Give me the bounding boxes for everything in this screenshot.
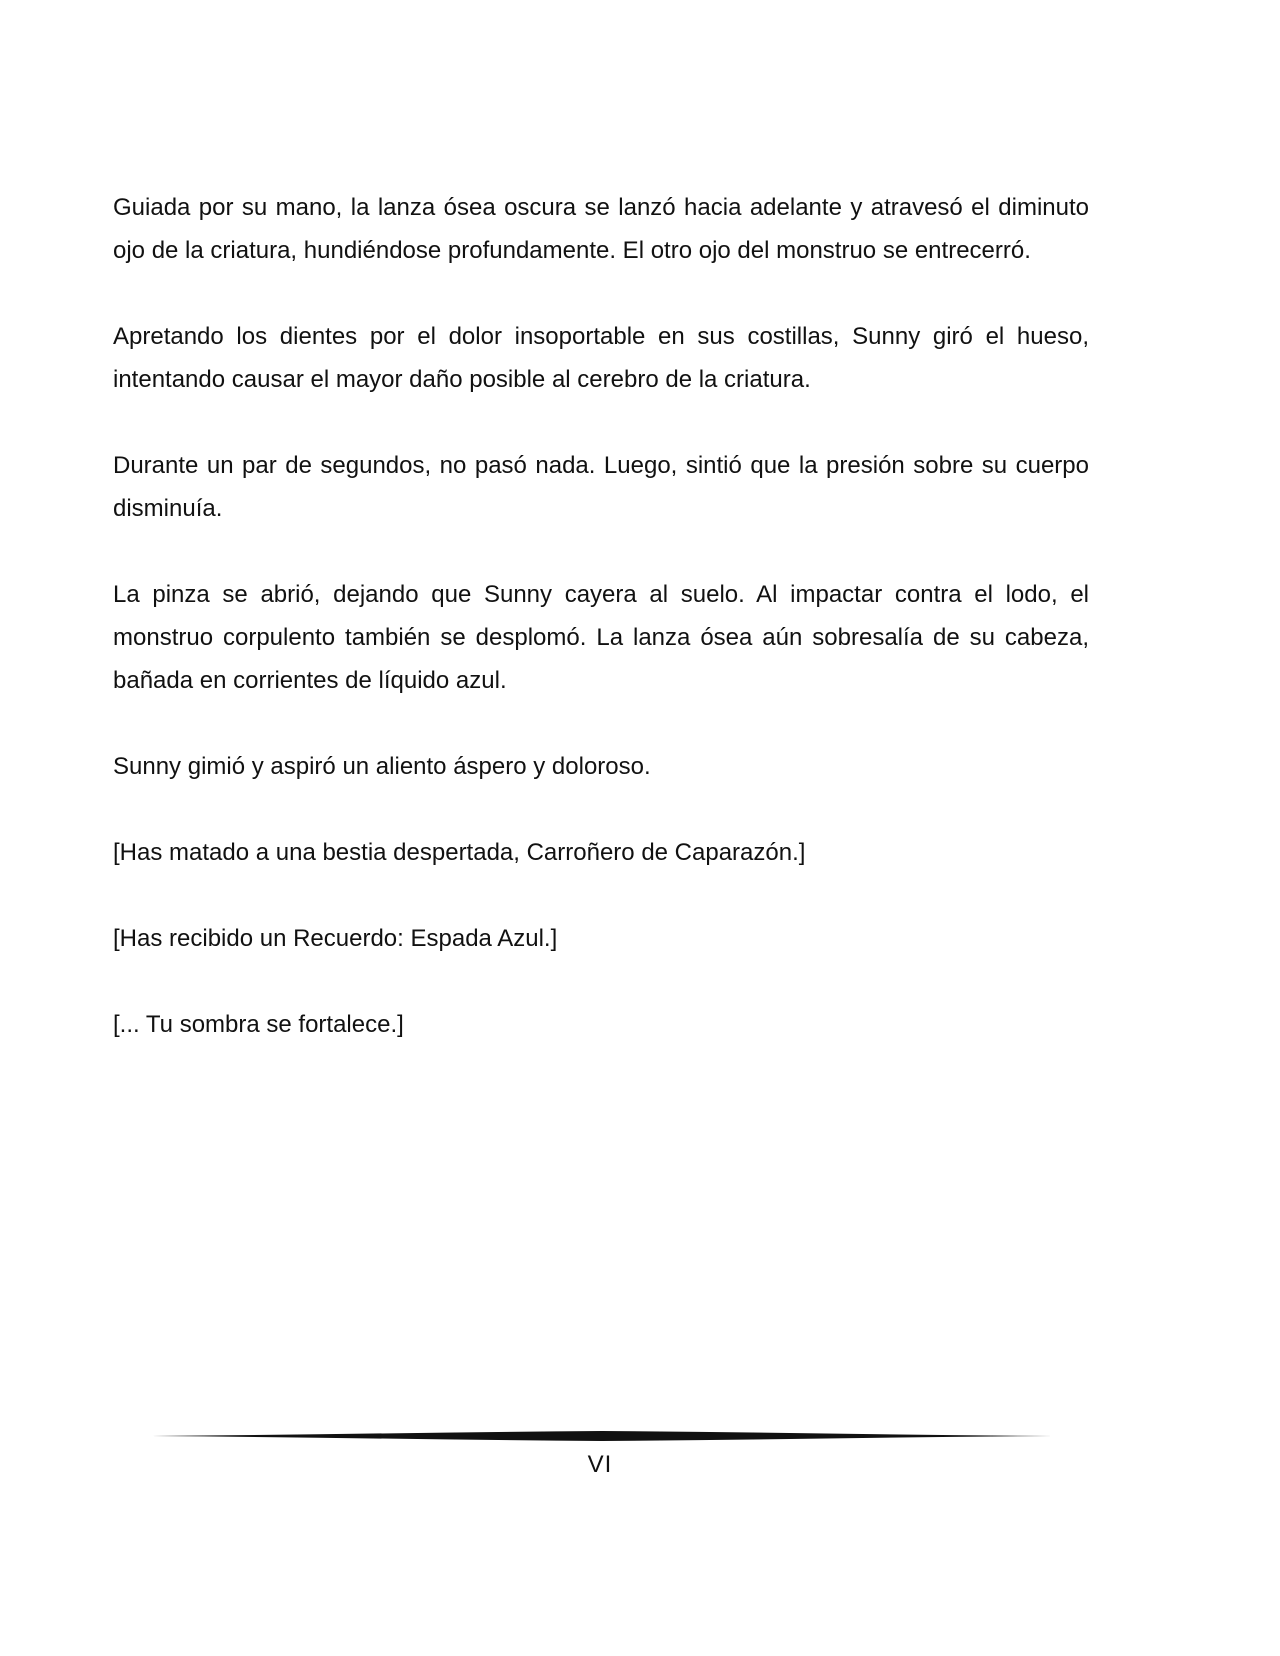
paragraph-1: Guiada por su mano, la lanza ósea oscura se lanzó hacia adelante y atravesó el diminuto ojo de la criatura, hundiéndose profundamente. El otro ojo del monstruo se entrecerró. xyxy=(113,194,1089,264)
body-text xyxy=(113,186,1089,1089)
page-number: VI xyxy=(587,1451,613,1478)
system-message-kill: [Has matado a una bestia despertada, Carroñero de Caparazón.] xyxy=(113,839,806,866)
paragraph-3: Durante un par de segundos, no pasó nada. Luego, sintió que la presión sobre su cuerpo disminuía. xyxy=(113,452,1089,522)
paragraph-5: Sunny gimió y aspiró un aliento áspero y doloroso. xyxy=(113,753,651,780)
paragraph-2: Apretando los dientes por el dolor insoportable en sus costillas, Sunny giró el hueso, intentando causar el mayor daño posible al cerebro de la criatura. xyxy=(113,323,1089,393)
system-message-shadow: [... Tu sombra se fortalece.] xyxy=(113,1011,404,1038)
footer-divider-swash xyxy=(152,1431,1052,1441)
footer-divider xyxy=(152,1430,1052,1442)
paragraph-4: La pinza se abrió, dejando que Sunny cayera al suelo. Al impactar contra el lodo, el monstruo corpulento también se desplomó. La lanza ósea aún sobresalía de su cabeza, bañada en corrientes de líquido azul. xyxy=(113,581,1089,694)
system-message-memory: [Has recibido un Recuerdo: Espada Azul.] xyxy=(113,925,558,952)
